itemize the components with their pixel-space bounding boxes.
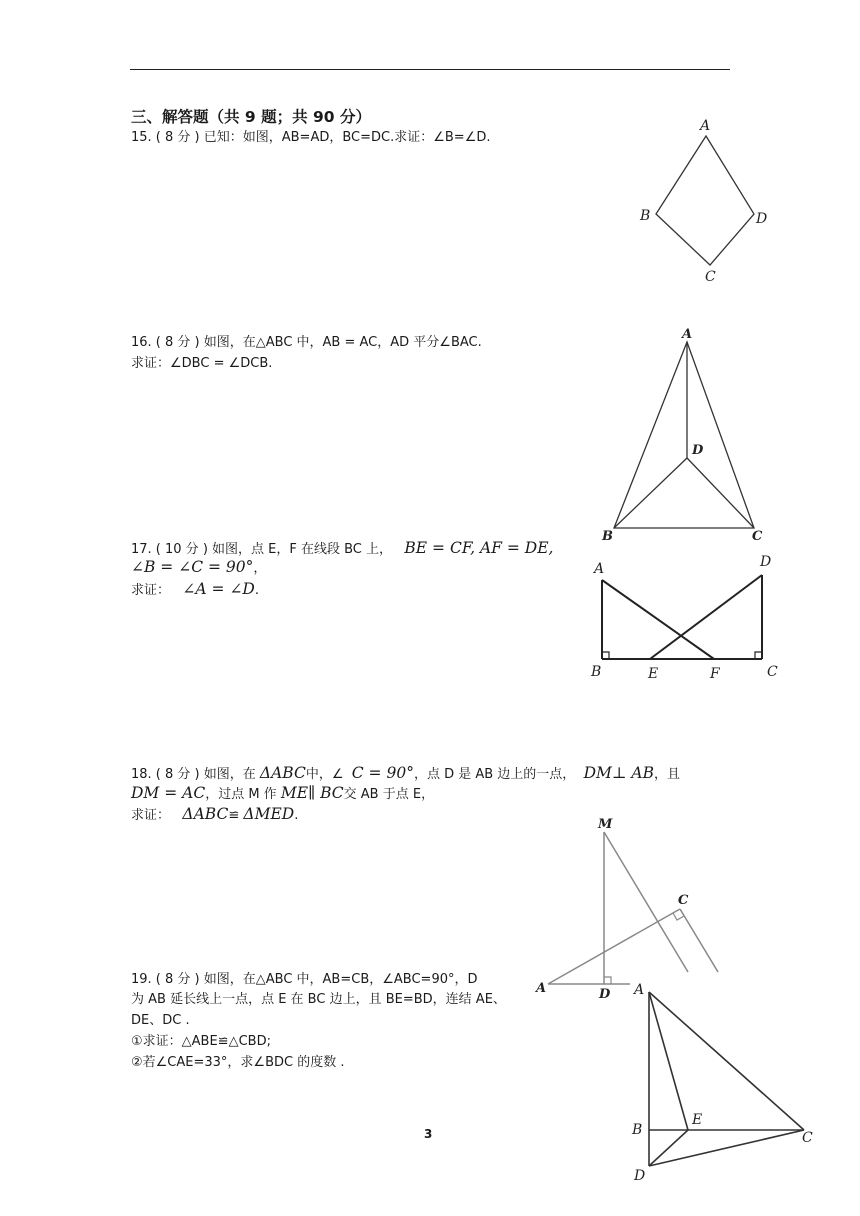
q18-line1-text: 18. ( 8 分 ) 如图，在 <box>131 767 256 782</box>
q19-label-d: D <box>634 1168 646 1184</box>
q19-label-b: B <box>632 1122 643 1138</box>
q18-line1-math1: ΔABC <box>259 764 306 782</box>
section-title: 三、解答题（共 9 题；共 90 分） <box>131 108 371 126</box>
q18-segment-me <box>604 832 688 972</box>
q19-label-e: E <box>692 1112 703 1128</box>
q15-figure <box>636 116 776 286</box>
q19-text-line2: 为 AB 延长线上一点，点 E 在 BC 边上，且 BE=BD，连结 AE、 <box>131 992 506 1007</box>
q18-line1-end: ，且 <box>653 767 680 782</box>
q18-line2-tail: 交 AB 于点 E， <box>343 787 435 802</box>
q17-segment-de <box>650 575 762 659</box>
q17-label-c: C <box>767 664 778 680</box>
q16-label-b: B <box>602 529 613 544</box>
q18-line1-math3: DM⊥ AB <box>583 764 654 782</box>
q19-label-c: C <box>802 1130 813 1146</box>
q16-segment-bd <box>614 458 687 528</box>
q18-label-c: C <box>678 893 689 908</box>
q19-text-line5: ②若∠CAE=33°，求∠BDC 的度数 . <box>131 1055 345 1070</box>
q19-figure <box>626 978 826 1188</box>
q15-label-d: D <box>756 211 768 227</box>
q18-line2-math1: DM = AC <box>131 784 206 802</box>
q16-segment-cd <box>687 458 754 528</box>
q16-label-c: C <box>752 529 763 544</box>
q18-segment-ac <box>548 909 680 984</box>
header-rule <box>130 69 730 70</box>
q19-text-line3: DE、DC . <box>131 1013 190 1028</box>
q17-figure <box>584 546 784 686</box>
q18-text-line2 <box>131 784 434 804</box>
q18-right-angle-d <box>604 977 611 984</box>
q18-text-line1 <box>131 764 680 784</box>
q18-line1-math2: C = 90° <box>351 764 414 782</box>
q19-text-line4: ①求证：△ABE≌△CBD; <box>131 1034 271 1049</box>
q15-label-b: B <box>640 208 651 224</box>
q18-line1-mid: 中，∠ <box>305 767 344 782</box>
q18-line2-mid: ，过点 M 作 <box>205 787 277 802</box>
q15-text: 15. ( 8 分 ) 已知：如图，AB=AD，BC=DC.求证：∠B=∠D. <box>131 130 491 145</box>
q19-segment-dc <box>649 1130 804 1166</box>
q17-line3-text: 求证： <box>131 583 171 598</box>
q18-line2-math2: ME∥ BC <box>280 784 344 802</box>
q17-line1-text: 17. ( 10 分 ) 如图，点 E，F 在线段 BC 上， <box>131 542 393 557</box>
q16-figure <box>598 322 778 542</box>
q15-label-a: A <box>700 118 711 134</box>
q19-segment-de <box>649 1130 688 1166</box>
q19-text-line1: 19. ( 8 分 ) 如图，在△ABC 中，AB=CB，∠ABC=90°，D <box>131 972 478 987</box>
q18-line3-text: 求证： <box>131 808 171 823</box>
q19-label-a: A <box>634 982 645 998</box>
q17-line3-tail: . <box>254 583 259 598</box>
q18-figure <box>532 812 732 1002</box>
q18-line3-math2: ΔMED <box>243 805 295 823</box>
q18-line3-tail: . <box>294 808 299 823</box>
q18-label-a: A <box>536 981 547 996</box>
q17-right-angle-c <box>755 652 762 659</box>
q17-label-a: A <box>594 561 605 577</box>
q16-label-a: A <box>682 327 693 342</box>
q15-quadrilateral <box>656 136 754 265</box>
q17-text-line1 <box>131 539 553 559</box>
q18-label-d: D <box>599 987 611 1002</box>
q17-line2-math: ∠B = ∠C = 90° <box>131 558 254 576</box>
q17-text-line3 <box>131 580 259 600</box>
q16-label-d: D <box>692 443 704 458</box>
q16-triangle-abc <box>614 342 754 528</box>
q19-segment-ac <box>649 992 804 1130</box>
q17-label-f: F <box>710 666 720 682</box>
q18-segment-bc <box>680 909 718 972</box>
q17-label-e: E <box>648 666 659 682</box>
q17-label-d: D <box>760 554 772 570</box>
q19-segment-ae <box>649 992 688 1130</box>
q18-text-line3 <box>131 805 298 825</box>
q16-text-line1: 16. ( 8 分 ) 如图，在△ABC 中，AB = AC，AD 平分∠BAC. <box>131 335 482 350</box>
q18-line3-cong: ≌ <box>228 808 240 823</box>
q17-label-b: B <box>591 664 602 680</box>
q17-line2-tail: ， <box>253 561 267 576</box>
page-number: 3 <box>424 1127 433 1141</box>
q17-line1-math: BE = CF, AF = DE, <box>404 539 554 557</box>
q17-segment-af <box>602 580 714 659</box>
q17-text-line2 <box>131 558 266 578</box>
q18-line3-math1: ΔABC <box>182 805 229 823</box>
q18-line1-tail: ，点 D 是 AB 边上的一点， <box>413 767 576 782</box>
q15-label-c: C <box>705 269 716 285</box>
q17-right-angle-b <box>602 652 609 659</box>
q16-text-line2: 求证：∠DBC = ∠DCB. <box>131 356 273 371</box>
q17-line3-math: ∠A = ∠D <box>182 580 255 598</box>
q18-label-m: M <box>598 817 613 832</box>
